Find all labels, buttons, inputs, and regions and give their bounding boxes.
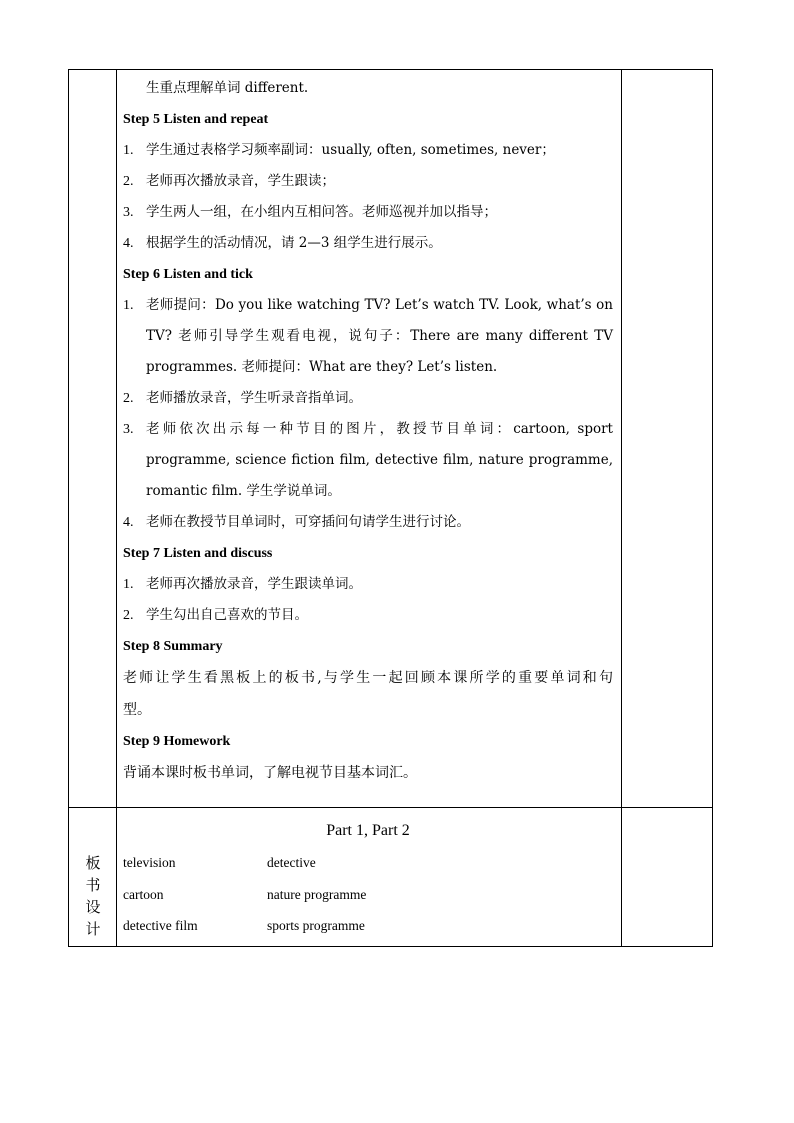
list-item-line <box>123 135 613 166</box>
list-item-text: programmes. 老师提问：What are they? Let’s listen. <box>146 359 498 375</box>
board-word: detective <box>267 855 316 870</box>
step-heading: Step 6 Listen and tick <box>123 267 253 282</box>
list-item-line <box>123 321 613 352</box>
list-item-text: 老师依次出示每一种节目的图片，教授节目单词：cartoon, sport <box>146 421 613 437</box>
board-word-row <box>123 910 613 942</box>
list-item-line <box>123 507 613 538</box>
board-word: sports programme <box>267 918 365 933</box>
list-item-text: 学生勾出自己喜欢的节目。 <box>146 607 308 623</box>
list-item-line <box>123 228 613 259</box>
list-item-number <box>123 476 146 507</box>
procedure-notes-cell <box>622 70 713 808</box>
list-item-text: 老师在教授节目单词时，可穿插问句请学生进行讨论。 <box>146 514 470 530</box>
board-word-row <box>123 847 613 879</box>
list-item-number: 2. <box>123 174 134 189</box>
list-item-number: 4. <box>123 236 134 251</box>
list-item-text: TV? 老师引导学生观看电视，说句子：There are many different TV <box>146 328 613 344</box>
homework-heading: Step 9 Homework <box>123 734 231 749</box>
list-item-number <box>123 445 146 476</box>
list-item-line <box>123 352 613 383</box>
list-item-text: 学生通过表格学习频率副词：usually, often, sometimes, never； <box>146 142 555 158</box>
list-item-text: 老师再次播放录音，学生跟读； <box>146 173 335 189</box>
list-item-number: 1. <box>123 577 134 592</box>
summary-text: 型。 <box>123 702 151 718</box>
list-item-text: 老师播放录音，学生听录音指单词。 <box>146 390 362 406</box>
list-item-line <box>123 383 613 414</box>
list-item-text: 老师提问：Do you like watching TV? Let’s watch TV. Look, what’s on <box>146 297 613 313</box>
list-item-line <box>123 197 613 228</box>
list-item-number: 2. <box>123 391 134 406</box>
lesson-plan-table <box>68 69 713 947</box>
board-design-content <box>117 808 621 946</box>
list-item-line <box>123 600 613 631</box>
board-design-content-cell <box>117 808 622 947</box>
board-label-char: 计 <box>85 920 101 938</box>
list-item-line <box>123 569 613 600</box>
list-item-text: 学生两人一组，在小组内互相问答。老师巡视并加以指导； <box>146 204 497 220</box>
list-item-line <box>123 290 613 321</box>
board-word: detective film <box>123 918 198 933</box>
board-word-row <box>123 879 613 911</box>
board-design-label <box>69 808 117 940</box>
list-item-number <box>123 352 146 383</box>
board-label-char: 板 <box>85 854 101 872</box>
list-item-number: 3. <box>123 422 134 437</box>
summary-text: 老师让学生看黑板上的板书,与学生一起回顾本课所学的重要单词和句 <box>123 670 613 686</box>
board-design-label-cell <box>69 808 117 947</box>
list-item-text: romantic film. 学生学说单词。 <box>146 483 341 499</box>
list-item-text: programme, science fiction film, detective film, nature programme, <box>146 452 613 468</box>
list-item-line <box>123 166 613 197</box>
list-item-text: 根据学生的活动情况，请 2—3 组学生进行展示。 <box>146 235 442 251</box>
list-item-line <box>123 445 613 476</box>
list-item-number: 1. <box>123 298 134 313</box>
board-label-char: 设 <box>85 898 101 916</box>
list-item-number: 1. <box>123 143 134 158</box>
procedure-row <box>69 70 713 808</box>
board-design-row <box>69 808 713 947</box>
step-heading: Step 5 Listen and repeat <box>123 112 269 127</box>
list-item-number: 2. <box>123 608 134 623</box>
list-item-number: 4. <box>123 515 134 530</box>
list-item-line <box>123 476 613 507</box>
board-word: cartoon <box>123 886 164 902</box>
procedure-content <box>117 70 621 799</box>
list-item-number <box>123 321 146 352</box>
list-item-line <box>123 414 613 445</box>
board-word-list <box>123 847 613 942</box>
procedure-content-cell <box>117 70 622 808</box>
board-word: television <box>123 855 176 870</box>
board-design-notes-cell <box>622 808 713 947</box>
procedure-label-cell <box>69 70 117 808</box>
step-heading: Step 7 Listen and discuss <box>123 546 273 561</box>
list-item-number: 3. <box>123 205 134 220</box>
continuation-text: 生重点理解单词 different. <box>146 80 309 96</box>
board-title: Part 1, Part 2 <box>326 822 410 839</box>
summary-heading: Step 8 Summary <box>123 639 223 654</box>
board-word: nature programme <box>267 886 367 902</box>
homework-text: 背诵本课时板书单词，了解电视节目基本词汇。 <box>123 765 417 781</box>
list-item-text: 老师再次播放录音，学生跟读单词。 <box>146 576 362 592</box>
board-label-char: 书 <box>85 876 101 894</box>
